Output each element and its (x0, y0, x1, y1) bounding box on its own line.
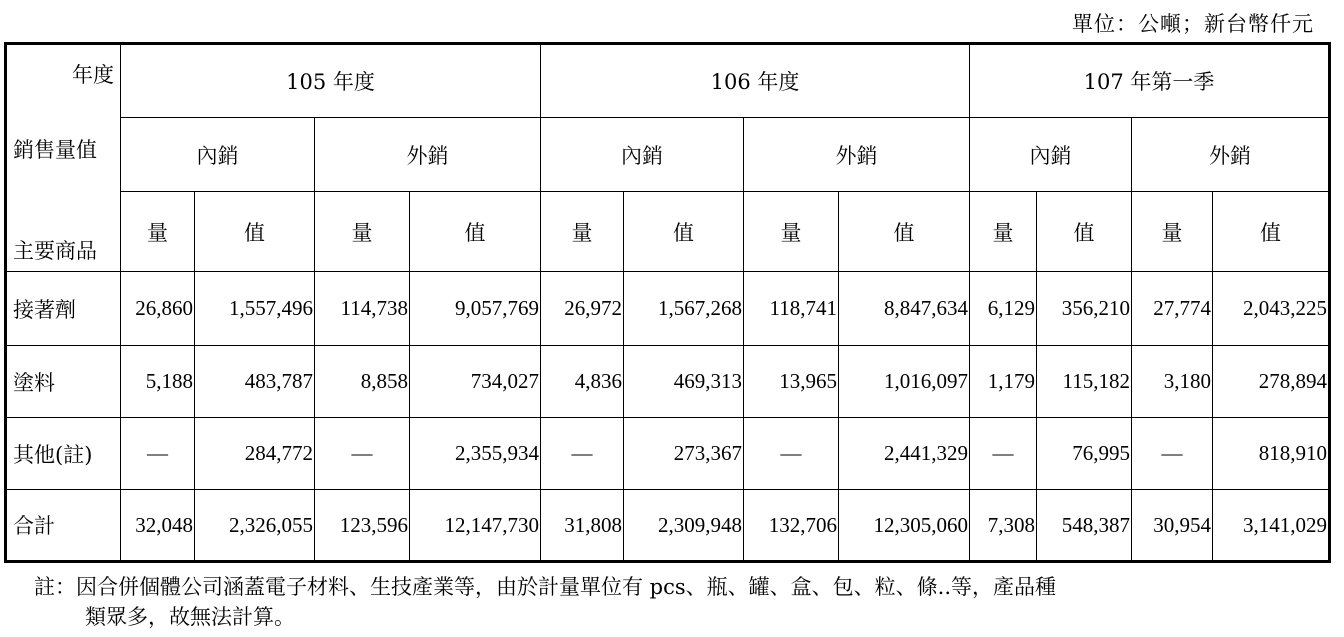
measure-header: 量 (1132, 192, 1213, 272)
table-cell: — (970, 418, 1037, 490)
table-cell: 548,387 (1037, 490, 1132, 562)
table-cell: 118,741 (744, 272, 839, 346)
table-cell: 284,772 (195, 418, 315, 490)
table-cell: 26,972 (541, 272, 624, 346)
table-cell: 115,182 (1037, 346, 1132, 418)
table-cell: 3,141,029 (1213, 490, 1330, 562)
row-label: 塗料 (6, 346, 121, 418)
footnote (34, 572, 1324, 632)
footnote-line-1: 註：因合併個體公司涵蓋電子材料、生技產業等，由於計量單位有 pcs、瓶、罐、盒、包、粒、條..等，產品種 (34, 575, 1057, 599)
table-cell: 27,774 (1132, 272, 1213, 346)
table-cell: 8,847,634 (839, 272, 970, 346)
table-cell: 123,596 (315, 490, 410, 562)
table-cell: 31,808 (541, 490, 624, 562)
table-cell: — (1132, 418, 1213, 490)
table-cell: 483,787 (195, 346, 315, 418)
table-row (6, 272, 1330, 346)
table-cell: 7,308 (970, 490, 1037, 562)
table-row (6, 490, 1330, 562)
table-cell: 12,305,060 (839, 490, 970, 562)
measure-header: 量 (744, 192, 839, 272)
table-cell: 2,441,329 (839, 418, 970, 490)
table-cell: 5,188 (121, 346, 195, 418)
sales-table (4, 42, 1331, 563)
unit-label: 單位：公噸；新台幣仟元 (1072, 12, 1314, 36)
corner-sales-label: 銷售量值 (13, 138, 97, 162)
measure-header: 量 (121, 192, 195, 272)
row-label: 其他(註) (6, 418, 121, 490)
table-cell: 1,557,496 (195, 272, 315, 346)
table-cell: — (315, 418, 410, 490)
row-label: 接著劑 (6, 272, 121, 346)
market-header: 外銷 (744, 118, 970, 192)
table-cell: 4,836 (541, 346, 624, 418)
footnote-line-2: 類眾多，故無法計算。 (85, 605, 295, 629)
measure-header: 量 (315, 192, 410, 272)
year-header: 105 年度 (121, 44, 541, 118)
table-cell: 9,057,769 (410, 272, 541, 346)
table-cell: 2,355,934 (410, 418, 541, 490)
measure-header: 值 (839, 192, 970, 272)
table-cell: 6,129 (970, 272, 1037, 346)
table-cell: 734,027 (410, 346, 541, 418)
table-cell: 356,210 (1037, 272, 1132, 346)
table-body (6, 272, 1330, 562)
table-cell: 12,147,730 (410, 490, 541, 562)
table-cell: 26,860 (121, 272, 195, 346)
table-cell: 76,995 (1037, 418, 1132, 490)
row-label: 合計 (6, 490, 121, 562)
table-cell: 30,954 (1132, 490, 1213, 562)
table-cell: 2,043,225 (1213, 272, 1330, 346)
measure-header: 量 (541, 192, 624, 272)
market-header: 內銷 (541, 118, 744, 192)
corner-year-label: 年度 (72, 63, 114, 87)
table-cell: 1,567,268 (624, 272, 744, 346)
table-cell: 278,894 (1213, 346, 1330, 418)
measure-header: 值 (410, 192, 541, 272)
table-cell: — (121, 418, 195, 490)
table-cell: 273,367 (624, 418, 744, 490)
table-cell: — (541, 418, 624, 490)
year-header: 106 年度 (541, 44, 970, 118)
table-cell: 1,179 (970, 346, 1037, 418)
measure-header: 值 (1213, 192, 1330, 272)
table-cell: 469,313 (624, 346, 744, 418)
table-cell: 2,326,055 (195, 490, 315, 562)
table-cell: 1,016,097 (839, 346, 970, 418)
table-cell: 2,309,948 (624, 490, 744, 562)
corner-product-label: 主要商品 (13, 239, 97, 263)
measure-header: 量 (970, 192, 1037, 272)
measure-header: 值 (195, 192, 315, 272)
market-header: 內銷 (121, 118, 315, 192)
year-header: 107 年第一季 (970, 44, 1330, 118)
table-cell: 818,910 (1213, 418, 1330, 490)
market-header: 內銷 (970, 118, 1132, 192)
table-row (6, 346, 1330, 418)
market-header: 外銷 (315, 118, 541, 192)
table-cell: 132,706 (744, 490, 839, 562)
measure-header: 值 (624, 192, 744, 272)
table-cell: 32,048 (121, 490, 195, 562)
table-cell: — (744, 418, 839, 490)
corner-header (6, 44, 121, 272)
table-cell: 114,738 (315, 272, 410, 346)
table-cell: 3,180 (1132, 346, 1213, 418)
table-cell: 13,965 (744, 346, 839, 418)
table-row (6, 418, 1330, 490)
table-cell: 8,858 (315, 346, 410, 418)
market-header: 外銷 (1132, 118, 1330, 192)
measure-header: 值 (1037, 192, 1132, 272)
